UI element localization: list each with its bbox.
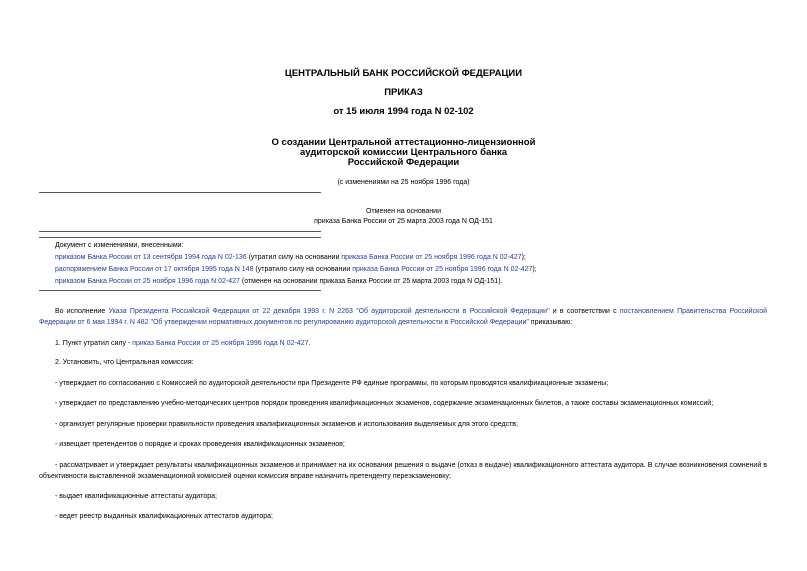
clause-item: - утверждает по представлению учебно-методических центров порядок проведения квалификационных экзаменов, содержание экзаменационных билетов, а также составы экзаменационных комиссий; — [55, 400, 714, 407]
document-title-line-1: О создании Центральной аттестационно-лицензионной — [271, 137, 536, 148]
document-type: ПРИКАЗ — [384, 87, 423, 98]
divider — [39, 237, 321, 238]
clause-item: - рассматривает и утверждает результаты квалификационных экзаменов и принимает на их основании решения о выдаче (отказ в выдаче) квалификационного аттестата аудитора. В случае возникновения сомнений в объективности выставленной экзаменационной комиссией оценки комиссия вправе назначить претенденту переэкзаменовку; — [39, 462, 767, 480]
divider — [39, 231, 321, 232]
order-link[interactable]: приказ Банка России от 25 ноября 1996 года N 02-427 — [132, 340, 309, 347]
decree-link[interactable]: Указа Президента Российской Федерации от 22 декабря 1993 г. N 2263 "Об аудиторской деятельности в Российской Федерации" — [108, 308, 550, 315]
clause-1: 1. Пункт утратил силу - приказ Банка России от 25 ноября 1996 года N 02-427. — [55, 340, 311, 347]
changes-item: приказом Банка России от 13 сентября 1994 года N 02-136 (утратил силу на основании приказа Банка России от 25 ноября 1996 года N 02-427); — [55, 254, 526, 261]
divider — [39, 192, 321, 193]
amendment-note: (с изменениями на 25 ноября 1996 года) — [337, 179, 470, 186]
changes-intro: Документ с изменениями, внесенными: — [55, 242, 184, 249]
clause-item: - ведет реестр выданных квалификационных аттестатов аудитора; — [55, 513, 273, 520]
clause-2: 2. Установить, что Центральная комиссия: — [55, 359, 194, 366]
cancel-note-line-1: Отменен на основании — [365, 208, 441, 215]
organization-heading: ЦЕНТРАЛЬНЫЙ БАНК РОССИЙСКОЙ ФЕДЕРАЦИИ — [284, 68, 523, 79]
change-link[interactable]: приказом Банка России от 13 сентября 1994 года N 02-136 — [55, 254, 247, 261]
clause-item: - организует регулярные проверки правильности проведения квалификационных экзаменов и использования выделяемых для этого средств; — [55, 421, 518, 428]
clause-item: - извещает претендентов о порядке и сроках проведения квалификационных экзаменов; — [55, 441, 345, 448]
change-link[interactable]: распоряжением Банка России от 17 октября 1995 года N 148 — [55, 266, 254, 273]
document-title-line-2: аудиторской комиссии Центрального банка — [299, 147, 508, 158]
changes-item: приказом Банка России от 25 ноября 1996 года N 02-427 (отменен на основании приказа Банка России от 25 марта 2003 года N ОД-151). — [55, 278, 503, 285]
change-link[interactable]: приказом Банка России от 25 ноября 1996 года N 02-427 — [55, 278, 240, 285]
cancel-note-line-2: приказа Банка России от 25 марта 2003 года N ОД-151 — [314, 218, 493, 225]
changes-item: распоряжением Банка России от 17 октября 1995 года N 148 (утратило силу на основании приказа Банка России от 25 ноября 1996 года N 02-427); — [55, 266, 537, 273]
preamble-paragraph: Во исполнение Указа Президента Российской Федерации от 22 декабря 1993 г. N 2263 "Об аудиторской деятельности в Российской Федерации" и в соответствии с постановлением Правительства Российской Федерации от 6 мая 1994 г. N 482 "Об утверждении нормативных документов по регулированию аудиторской деятельности в Российской Федерации" приказываю: — [39, 308, 767, 326]
divider — [39, 290, 321, 291]
clause-item: - утверждает по согласованию с Комиссией по аудиторской деятельности при Президенте РФ единые программы, по которым проводятся квалификационные экзамены; — [55, 380, 609, 387]
resolution-link[interactable]: постановлением Правительства Российской Федерации от 6 мая 1994 г. N 482 "Об утверждении нормативных документов по регулированию аудиторской деятельности в Российской Федерации" — [39, 308, 767, 326]
change-link[interactable]: приказа Банка России от 25 ноября 1996 года N 02-427 — [352, 266, 533, 273]
document-title-line-3: Российской Федерации — [347, 157, 460, 168]
clause-item: - выдает квалификационные аттестаты аудитора; — [55, 493, 217, 500]
changes-list — [55, 240, 775, 288]
change-link[interactable]: приказа Банка России от 25 ноября 1996 года N 02-427 — [341, 254, 522, 261]
document-date-number: от 15 июля 1994 года N 02-102 — [333, 106, 474, 117]
